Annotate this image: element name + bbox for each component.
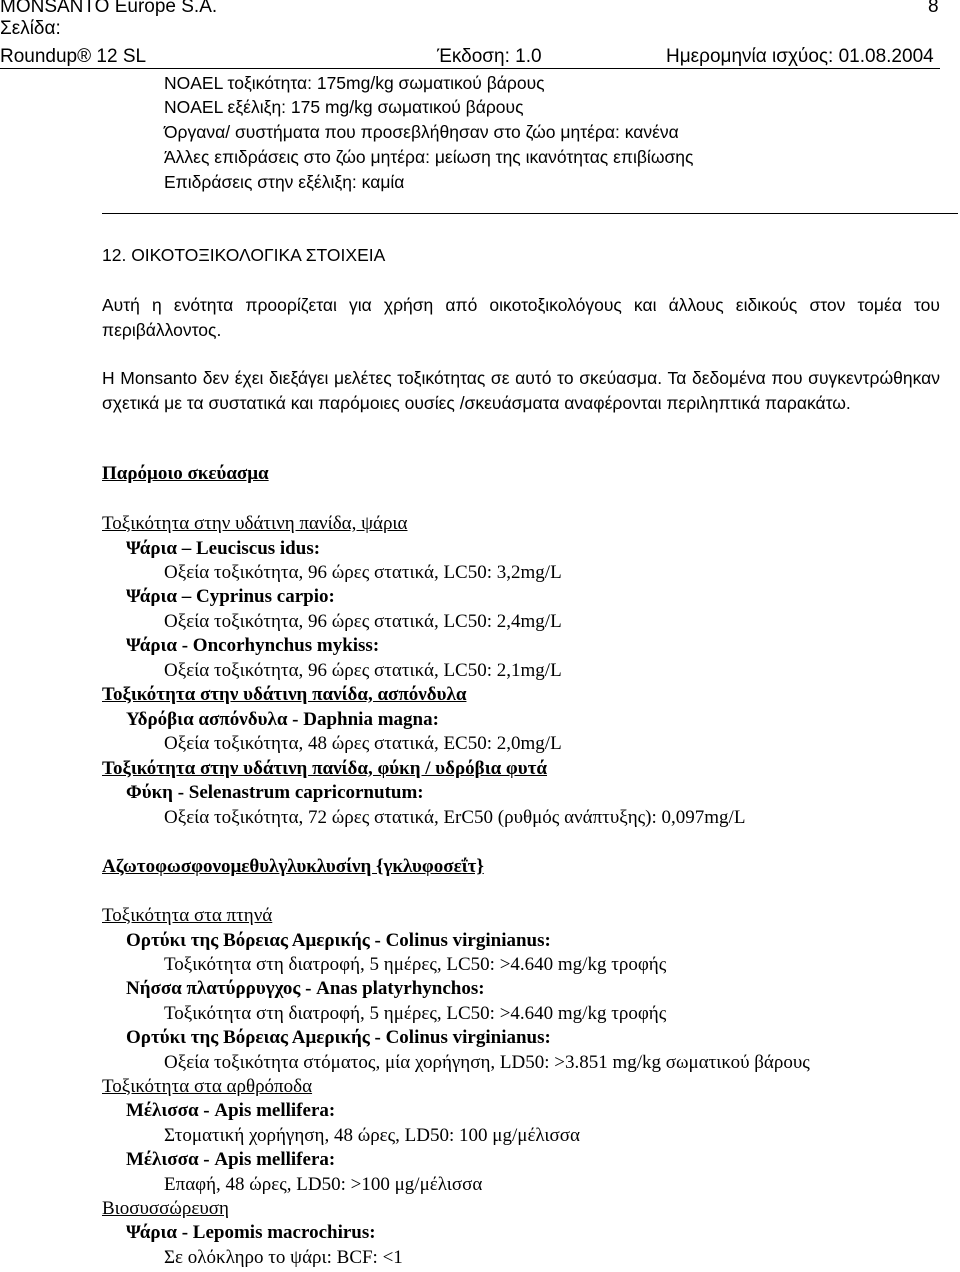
algae-species-label: Φύκη - Selenastrum capricornutum: <box>126 782 424 803</box>
algae-toxicity-value: Οξεία τοξικότητα, 72 ώρες στατικά, ErC50 (ρυθμός ανάπτυξης): 0,097mg/L <box>164 807 746 828</box>
section-title: 12. ΟΙΚΟΤΟΞΙΚΟΛΟΓΙΚΑ ΣΤΟΙΧΕΙΑ <box>102 245 386 265</box>
intro-line: Άλλες επιδράσεις στο ζώο μητέρα: μείωση της ικανότητας επιβίωσης <box>164 147 694 167</box>
bioaccumulation-heading: Βιοσυσσώρευση <box>102 1198 229 1219</box>
arthropods-heading: Τοξικότητα στα αρθρόποδα <box>102 1076 313 1097</box>
similar-preparation-heading: Παρόμοιο σκεύασμα <box>102 463 269 484</box>
bird-species-label: Νήσσα πλατύρρυγχος - Anas platyrhynchos: <box>126 978 485 999</box>
bee-species-label: Μέλισσα - Apis mellifera: <box>126 1100 336 1121</box>
bee-toxicity-value: Επαφή, 48 ώρες, LD50: >100 μg/μέλισσα <box>164 1174 483 1195</box>
validity-date: Ημερομηνία ισχύος: 01.08.2004 <box>666 46 934 67</box>
fish-species-label: Ψάρια – Leuciscus idus: <box>126 538 321 559</box>
fish-toxicity-value: Οξεία τοξικότητα, 96 ώρες στατικά, LC50: 3,2mg/L <box>164 562 562 583</box>
bird-toxicity-value: Οξεία τοξικότητα στόματος, μία χορήγηση, LD50: >3.851 mg/kg σωματικού βάρους <box>164 1052 810 1073</box>
intro-line: NOAEL τοξικότητα: 175mg/kg σωματικού βάρους <box>164 73 545 93</box>
fish-species-label: Ψάρια - Oncorhynchus mykiss: <box>126 635 380 656</box>
page-label: Σελίδα: <box>0 18 61 39</box>
fish-toxicity-value: Οξεία τοξικότητα, 96 ώρες στατικά, LC50: 2,4mg/L <box>164 611 562 632</box>
bioaccumulation-species-label: Ψάρια - Lepomis macrochirus: <box>126 1222 376 1243</box>
bird-toxicity-value: Τοξικότητα στη διατροφή, 5 ημέρες, LC50: >4.640 mg/kg τροφής <box>164 954 667 975</box>
fish-species-label: Ψάρια – Cyprinus carpio: <box>126 586 335 607</box>
aquatic-fish-heading: Τοξικότητα στην υδάτινη πανίδα, ψάρια <box>102 513 408 534</box>
aquatic-algae-heading: Τοξικότητα στην υδάτινη πανίδα, φύκη / υδρόβια φυτά <box>102 758 548 779</box>
glyphosate-heading: Αζωτοφωσφονομεθυλγλυκλυσίνη {γκλυφοσεΐτ} <box>102 856 484 877</box>
fish-toxicity-value: Οξεία τοξικότητα, 96 ώρες στατικά, LC50: 2,1mg/L <box>164 660 562 681</box>
product-name: Roundup® 12 SL <box>0 46 147 67</box>
invertebrate-toxicity-value: Οξεία τοξικότητα, 48 ώρες στατικά, EC50: 2,0mg/L <box>164 733 562 754</box>
header-divider <box>0 68 940 69</box>
intro-line: Επιδράσεις στην εξέλιξη: καμία <box>164 172 405 192</box>
intro-line: NOAEL εξέλιξη: 175 mg/kg σωματικού βάρους <box>164 97 524 117</box>
bioaccumulation-value: Σε ολόκληρο το ψάρι: BCF: <1 <box>164 1247 403 1268</box>
section-paragraph-2: Η Monsanto δεν έχει διεξάγει μελέτες τοξικότητας σε αυτό το σκεύασμα. Τα δεδομένα που συγκεντρώθηκαν σχετικά με τα συστατικά και παρόμοιες ουσίες /σκευάσματα αναφέρονται περιληπτικά παρακάτω. <box>102 368 940 413</box>
bird-species-label: Ορτύκι της Βόρειας Αμερικής - Colinus virginianus: <box>126 1027 551 1048</box>
section-divider <box>102 213 958 214</box>
aquatic-invertebrates-heading: Τοξικότητα στην υδάτινη πανίδα, ασπόνδυλα <box>102 684 467 705</box>
page-number: 8 <box>928 0 939 17</box>
bee-species-label: Μέλισσα - Apis mellifera: <box>126 1149 336 1170</box>
company-name: MONSANTO Europe S.A. <box>0 0 218 17</box>
invertebrate-species-label: Υδρόβια ασπόνδυλα - Daphnia magna: <box>126 709 439 730</box>
intro-line: Όργανα/ συστήματα που προσεβλήθησαν στο ζώο μητέρα: κανένα <box>164 122 679 142</box>
bee-toxicity-value: Στοματική χορήγηση, 48 ώρες, LD50: 100 μg/μέλισσα <box>164 1125 580 1146</box>
version-label: Έκδοση: 1.0 <box>437 46 542 67</box>
bird-toxicity-value: Τοξικότητα στη διατροφή, 5 ημέρες, LC50: >4.640 mg/kg τροφής <box>164 1003 667 1024</box>
birds-heading: Τοξικότητα στα πτηνά <box>102 905 273 926</box>
section-paragraph-1: Αυτή η ενότητα προορίζεται για χρήση από οικοτοξικολόγους και άλλους ειδικούς στον τομέα του περιβάλλοντος. <box>102 295 940 340</box>
bird-species-label: Ορτύκι της Βόρειας Αμερικής - Colinus virginianus: <box>126 930 551 951</box>
